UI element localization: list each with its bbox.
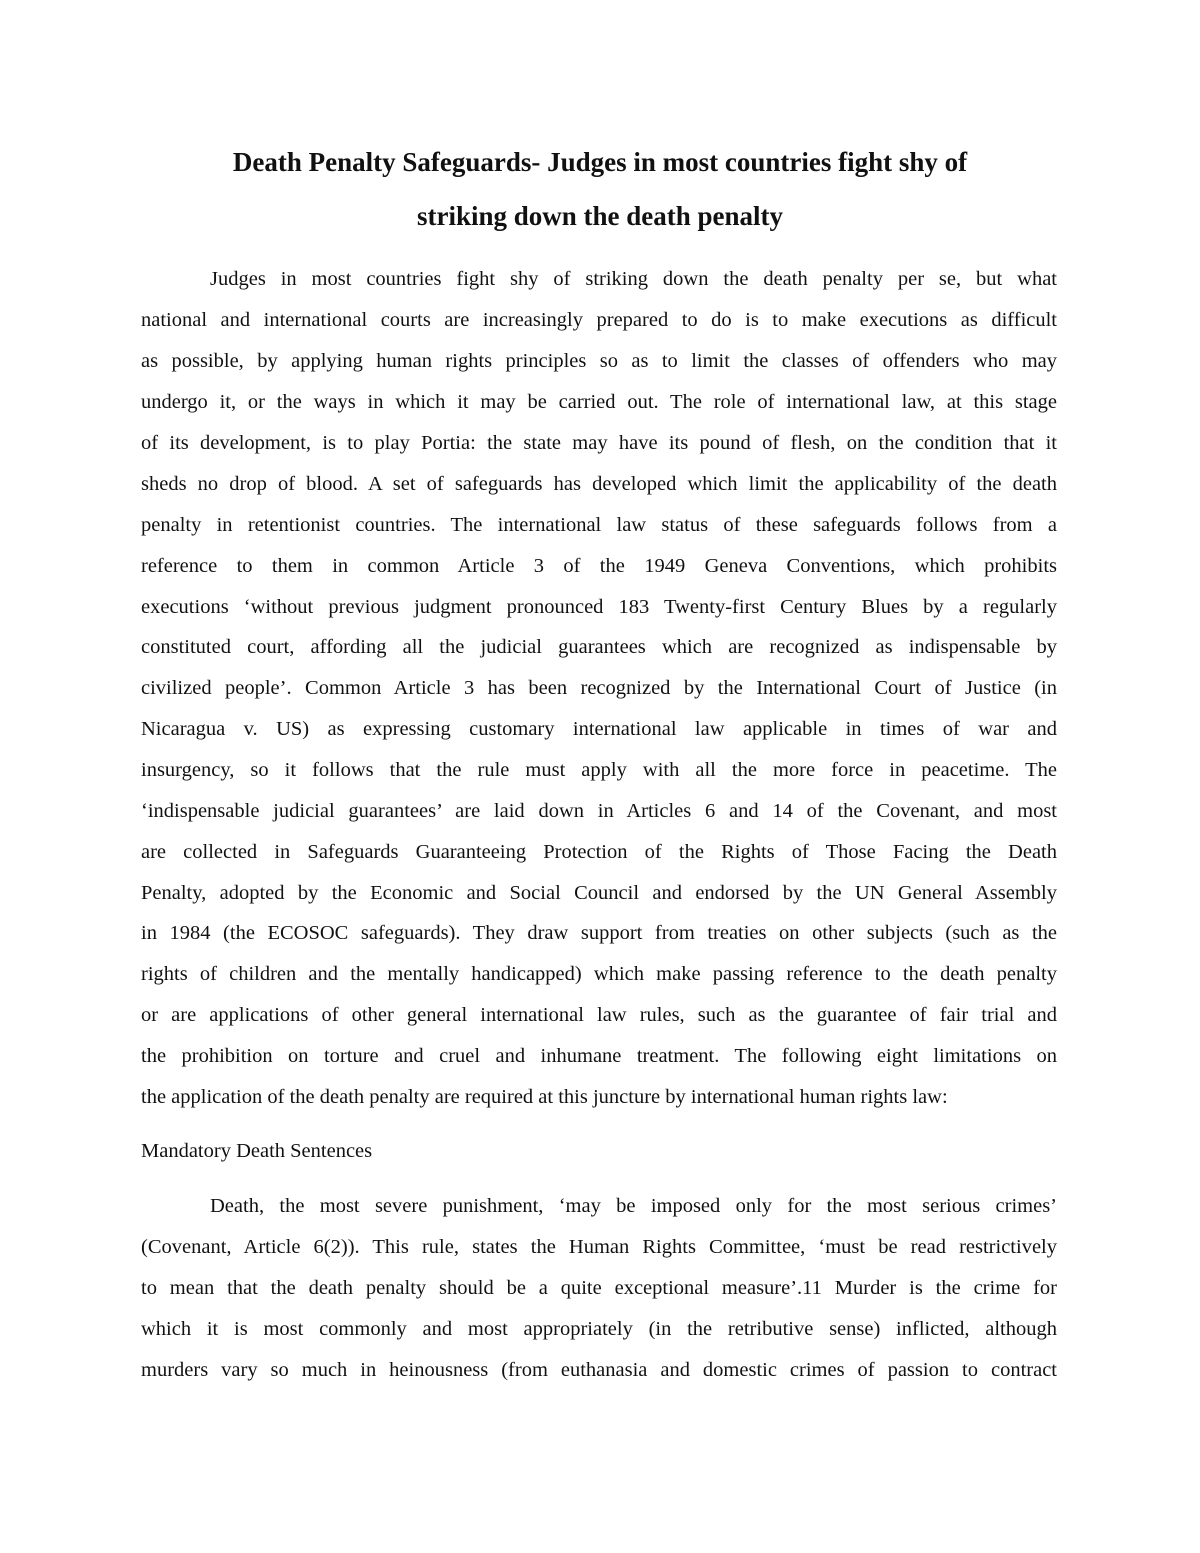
paragraph-line: sheds no drop of blood. A set of safeguards has developed which limit the applicability of the death (141, 473, 1057, 495)
document-title-line-2: striking down the death penalty (416, 201, 784, 231)
paragraph-line: Death, the most severe punishment, ‘may be imposed only for the most serious crimes’ (210, 1195, 1057, 1217)
paragraph-line: or are applications of other general international law rules, such as the guarantee of fair trial and (141, 1004, 1057, 1026)
paragraph-line: the prohibition on torture and cruel and inhumane treatment. The following eight limitations on (141, 1045, 1057, 1067)
paragraph-line: rights of children and the mentally handicapped) which make passing reference to the death penalty (141, 963, 1057, 985)
paragraph-line: the application of the death penalty are required at this juncture by international human rights law: (141, 1086, 948, 1108)
paragraph-line: Penalty, adopted by the Economic and Social Council and endorsed by the UN General Assembly (141, 882, 1057, 904)
paragraph-line: which it is most commonly and most appropriately (in the retributive sense) inflicted, although (141, 1318, 1057, 1340)
paragraph-line: penalty in retentionist countries. The international law status of these safeguards follows from a (141, 514, 1057, 536)
paragraph-line: executions ‘without previous judgment pronounced 183 Twenty-first Century Blues by a regularly (141, 596, 1057, 618)
paragraph-line: (Covenant, Article 6(2)). This rule, states the Human Rights Committee, ‘must be read restrictively (141, 1236, 1057, 1258)
document-title-line-1: Death Penalty Safeguards- Judges in most countries fight shy of (232, 147, 968, 177)
paragraph-line: as possible, by applying human rights principles so as to limit the classes of offenders who may (141, 350, 1057, 372)
paragraph-line: murders vary so much in heinousness (from euthanasia and domestic crimes of passion to contract (141, 1359, 1057, 1381)
paragraph-line: civilized people’. Common Article 3 has been recognized by the International Court of Justice (in (141, 677, 1057, 699)
paragraph-line: Judges in most countries fight shy of striking down the death penalty per se, but what (210, 268, 1057, 290)
paragraph-line: constituted court, affording all the judicial guarantees which are recognized as indispensable by (141, 636, 1057, 658)
paragraph-line: Nicaragua v. US) as expressing customary international law applicable in times of war and (141, 718, 1057, 740)
paragraph-line: in 1984 (the ECOSOC safeguards). They draw support from treaties on other subjects (such as the (141, 922, 1057, 944)
section-heading: Mandatory Death Sentences (141, 1140, 373, 1162)
paragraph-line: insurgency, so it follows that the rule must apply with all the more force in peacetime. The (141, 759, 1057, 781)
paragraph-line: national and international courts are increasingly prepared to do is to make executions as difficult (141, 309, 1057, 331)
paragraph-line: reference to them in common Article 3 of the 1949 Geneva Conventions, which prohibits (141, 555, 1057, 577)
paragraph-line: ‘indispensable judicial guarantees’ are laid down in Articles 6 and 14 of the Covenant, and most (141, 800, 1057, 822)
paragraph-line: to mean that the death penalty should be a quite exceptional measure’.11 Murder is the crime for (141, 1277, 1057, 1299)
paragraph-line: of its development, is to play Portia: the state may have its pound of flesh, on the condition that it (141, 432, 1057, 454)
paragraph-line: are collected in Safeguards Guaranteeing Protection of the Rights of Those Facing the Death (141, 841, 1057, 863)
paragraph-line: undergo it, or the ways in which it may be carried out. The role of international law, at this stage (141, 391, 1057, 413)
